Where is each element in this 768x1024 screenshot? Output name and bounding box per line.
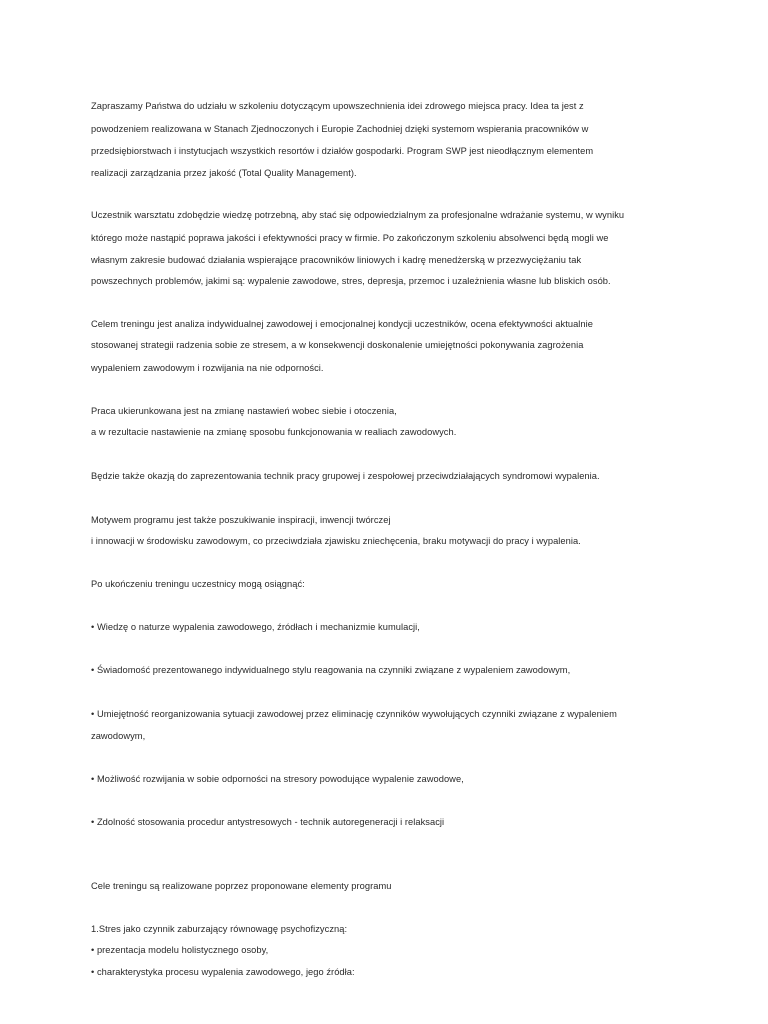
- text-line: realizacji zarządzania przez jakość (Total Quality Management).: [91, 168, 357, 178]
- list-item: • Zdolność stosowania procedur antystresowych - technik autoregeneracji i relaksacji: [91, 817, 445, 827]
- list-item: • charakterystyka procesu wypalenia zawodowego, jego źródła:: [91, 967, 355, 977]
- text-line: powszechnych problemów, jakimi są: wypalenie zawodowe, stres, depresja, przemoc i uzależnienia własne lub bliskich osób.: [91, 276, 611, 286]
- list-item-continuation: zawodowym,: [91, 731, 146, 741]
- text-line: Zapraszamy Państwa do udziału w szkoleniu dotyczącym upowszechnienia idei zdrowego miejsca pracy. Idea ta jest z: [91, 101, 584, 111]
- text-line: Praca ukierunkowana jest na zmianę nastawień wobec siebie i otoczenia,: [91, 406, 397, 416]
- text-line: którego może nastąpić poprawa jakości i efektywności pracy w firmie. Po zakończonym szkoleniu absolwenci będą mogli we: [91, 233, 609, 243]
- text-line: Po ukończeniu treningu uczestnicy mogą osiągnąć:: [91, 579, 305, 589]
- text-line: wypaleniem zawodowym i rozwijania na nie odporności.: [91, 363, 324, 373]
- text-line: stosowanej strategii radzenia sobie ze stresem, a w konsekwencji doskonalenie umiejętności pokonywania zagrożenia: [91, 340, 584, 350]
- list-item: • Wiedzę o naturze wypalenia zawodowego, źródłach i mechanizmie kumulacji,: [91, 622, 420, 632]
- list-item: • Świadomość prezentowanego indywidualnego stylu reagowania na czynniki związane z wypaleniem zawodowym,: [91, 665, 571, 675]
- text-line: i innowacji w środowisku zawodowym, co przeciwdziała zjawisku zniechęcenia, braku motywacji do pracy i wypalenia.: [91, 536, 581, 546]
- text-line: Będzie także okazją do zaprezentowania technik pracy grupowej i zespołowej przeciwdziałających syndromowi wypalenia.: [91, 471, 600, 481]
- list-item: • prezentacja modelu holistycznego osoby,: [91, 945, 269, 955]
- text-line: Cele treningu są realizowane poprzez proponowane elementy programu: [91, 881, 392, 891]
- list-item: • Umiejętność reorganizowania sytuacji zawodowej przez eliminację czynników wywołujących czynniki związane z wypaleniem: [91, 709, 617, 719]
- section-heading: 1.Stres jako czynnik zaburzający równowagę psychofizyczną:: [91, 924, 348, 934]
- text-line: własnym zakresie budować działania wspierające pracowników liniowych i kadrę menedżerską w przezwyciężaniu tak: [91, 255, 582, 265]
- text-line: Motywem programu jest także poszukiwanie inspiracji, inwencji twórczej: [91, 515, 391, 525]
- text-line: przedsiębiorstwach i instytucjach wszystkich resortów i działów gospodarki. Program SWP jest nieodłącznym elementem: [91, 146, 594, 156]
- text-line: Celem treningu jest analiza indywidualnej zawodowej i emocjonalnej kondycji uczestników, ocena efektywności aktualnie: [91, 319, 593, 329]
- text-line: powodzeniem realizowana w Stanach Zjednoczonych i Europie Zachodniej dzięki systemom wspierania pracowników w: [91, 124, 589, 134]
- text-line: Uczestnik warsztatu zdobędzie wiedzę potrzebną, aby stać się odpowiedzialnym za profesjonalne wdrażanie systemu, w wyniku: [91, 210, 625, 220]
- text-line: a w rezultacie nastawienie na zmianę sposobu funkcjonowania w realiach zawodowych.: [91, 427, 457, 437]
- list-item: • Możliwość rozwijania w sobie odporności na stresory powodujące wypalenie zawodowe,: [91, 774, 464, 784]
